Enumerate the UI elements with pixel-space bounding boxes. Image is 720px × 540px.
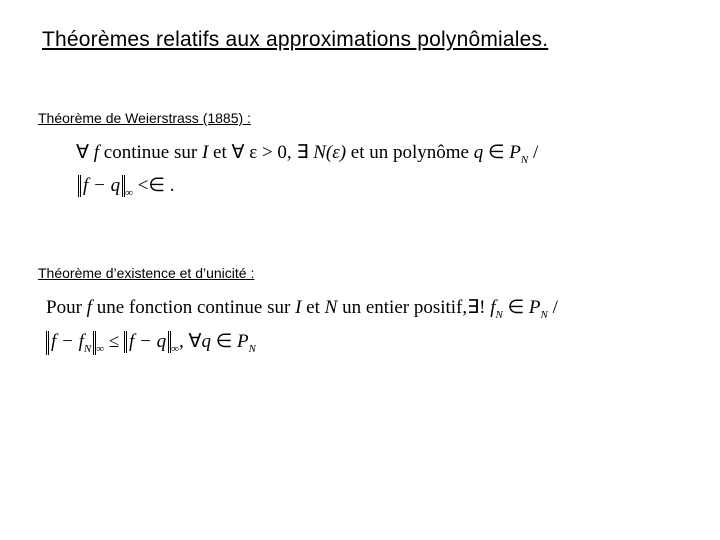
forall-symbol-2: ∀ (231, 142, 245, 163)
element-of-symbol: ∈ (483, 142, 510, 163)
existence-uniqueness-heading: Théorème d’existence et d’unicité : (38, 265, 255, 281)
existence-statement-line1 (46, 296, 558, 321)
text-et-un-polynome: et un polynôme (346, 142, 474, 163)
exists-symbol: ∃ (296, 142, 309, 163)
integer-n: N (324, 297, 338, 318)
polynomial-q: q (473, 142, 484, 163)
polynomial-q: q (201, 331, 211, 352)
weierstrass-statement-line1 (76, 141, 538, 166)
function-f: f (86, 297, 92, 318)
text-et: et (208, 142, 232, 163)
set-p-subscript: N (248, 343, 256, 355)
text-et: et (301, 297, 325, 318)
set-p: P (528, 297, 541, 318)
less-or-equal-symbol: ≤ (104, 331, 125, 352)
expr-fn-subscript: N (83, 343, 92, 355)
less-than-epsilon: <∈ . (132, 175, 175, 196)
function-fn: f (490, 297, 496, 318)
text-entier-positif: un entier positif, (337, 297, 468, 318)
set-p-subscript: N (540, 309, 548, 321)
such-that-slash: / (528, 142, 539, 163)
function-f: f (93, 142, 100, 163)
such-that-slash: / (547, 297, 558, 318)
element-of-symbol: ∈ (210, 331, 238, 352)
infinity-subscript: ∞ (125, 187, 133, 199)
forall-symbol: ∀ (76, 142, 89, 163)
set-p: P (509, 142, 521, 163)
existence-statement-line2 (46, 330, 256, 355)
norm-f-minus-q: f − q (124, 331, 171, 353)
element-of-symbol: ∈ (502, 297, 529, 318)
norm-f-minus-fn (46, 331, 96, 355)
infinity-subscript: ∞ (96, 343, 105, 355)
weierstrass-statement-line2 (78, 174, 174, 199)
forall-clause: , ∀ (178, 331, 202, 352)
set-p-subscript: N (520, 154, 529, 166)
text-pour: Pour (46, 297, 87, 318)
epsilon-condition: ε > 0, (244, 142, 297, 163)
infinity-subscript-2: ∞ (171, 343, 179, 355)
text-continue-sur: continue sur (99, 142, 202, 163)
unique-exists-symbol: ∃! (467, 297, 491, 318)
n-of-epsilon: N(ε) (308, 142, 347, 163)
set-p: P (237, 331, 249, 352)
expr-f-minus-f: f − f (51, 331, 84, 352)
text-une-fonction: une fonction continue sur (91, 297, 296, 318)
page-title: Théorèmes relatifs aux approximations polynômiales. (42, 28, 549, 51)
function-fn-subscript: N (495, 309, 503, 321)
interval-i: I (201, 142, 209, 163)
norm-f-minus-q: f − q (78, 175, 125, 197)
interval-i: I (295, 297, 302, 318)
weierstrass-heading: Théorème de Weierstrass (1885) : (38, 110, 251, 126)
